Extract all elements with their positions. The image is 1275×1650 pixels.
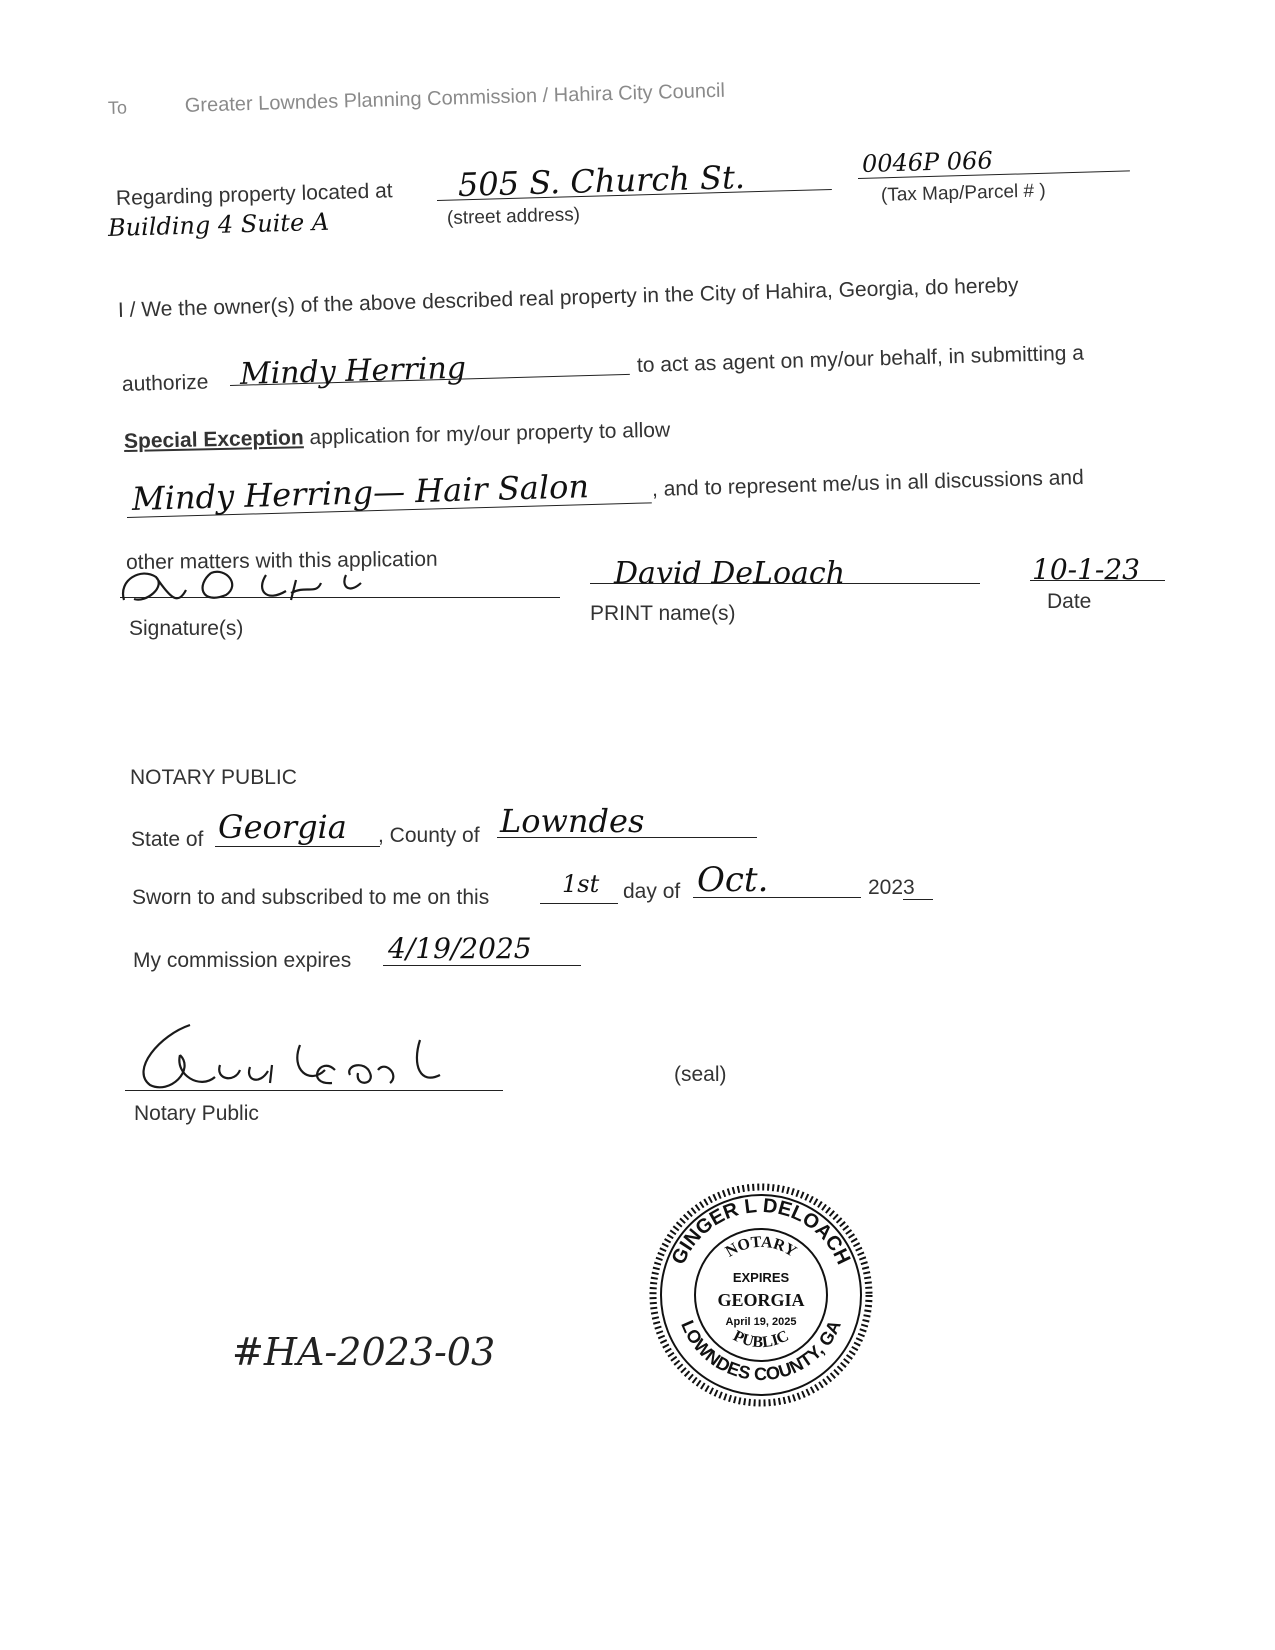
commission-label: My commission expires [133, 949, 352, 972]
state-line [215, 846, 380, 847]
stamp-expires: EXPIRES [732, 1270, 790, 1285]
stamp-state: GEORGIA [717, 1290, 805, 1310]
seal-label: (seal) [674, 1063, 727, 1086]
application-text: application for my/our property to allow [309, 418, 671, 450]
date-caption: Date [1047, 590, 1092, 613]
year-prefix: 202 [868, 876, 904, 899]
agent-name: Mindy Herring [239, 350, 467, 392]
stamp-public: PUBLIC [730, 1327, 792, 1352]
case-number: #HA-2023-03 [232, 1330, 496, 1374]
print-name-value: David DeLoach [614, 556, 846, 591]
notary-heading: NOTARY PUBLIC [130, 766, 297, 789]
notary-signature-caption: Notary Public [134, 1102, 259, 1125]
date-value: 10-1-23 [1032, 553, 1140, 586]
parcel-value: 0046P 066 [861, 146, 994, 178]
county-value: Lowndes [500, 802, 645, 840]
print-name-caption: PRINT name(s) [590, 602, 736, 625]
commission-value: 4/19/2025 [388, 932, 532, 965]
parcel-caption: (Tax Map/Parcel # ) [880, 180, 1046, 206]
special-exception-line [124, 419, 671, 454]
special-exception-label: Special Exception [123, 426, 304, 453]
property-label: Regarding property located at [115, 179, 393, 210]
day-of-label: day of [623, 880, 681, 903]
state-value: Georgia [218, 808, 347, 846]
day-value: 1st [562, 870, 600, 898]
to-label: To [107, 97, 128, 118]
sworn-label: Sworn to and subscribed to me on this [132, 886, 490, 909]
owner-signature [116, 555, 396, 615]
stamp-bottom-arc: LOWNDES COUNTY, GA [677, 1317, 845, 1385]
stamp-date: April 19, 2025 [725, 1316, 797, 1328]
notary-signature [120, 1015, 470, 1110]
svg-text:NOTARY [723, 1234, 800, 1261]
owner-statement: I / We the owner(s) of the above described real property in the City of Hahira, Georgia, do hereby [117, 273, 1019, 322]
notary-seal-stamp [648, 1182, 874, 1408]
to-line [108, 79, 726, 120]
building-note: Building 4 Suite A [107, 207, 330, 242]
represent-text: , and to represent me/us in all discussions and [651, 465, 1085, 501]
to-recipient: Greater Lowndes Planning Commission / Hahira City Council [184, 79, 726, 117]
street-address-caption: (street address) [446, 204, 581, 229]
year-value: 3 [903, 876, 933, 900]
county-label: , County of [378, 824, 480, 847]
state-label: State of [131, 828, 204, 851]
signature-caption: Signature(s) [129, 617, 244, 640]
authorize-label: authorize [121, 370, 209, 396]
other-matters: other matters with this application [125, 547, 438, 574]
stamp-notary: NOTARY [722, 1233, 800, 1261]
street-address-value: 505 S. Church St. [457, 157, 746, 204]
month-value: Oct. [697, 860, 769, 900]
agent-tail: to act as agent on my/our behalf, in submitting a [636, 341, 1085, 377]
svg-text:PUBLIC [730, 1327, 791, 1351]
allow-value: Mindy Herring— Hair Salon [131, 467, 590, 518]
year-line [868, 876, 933, 900]
day-line [540, 903, 618, 904]
stamp-top-arc: GINGER L DELOACH [667, 1194, 855, 1268]
commission-line [383, 965, 581, 966]
